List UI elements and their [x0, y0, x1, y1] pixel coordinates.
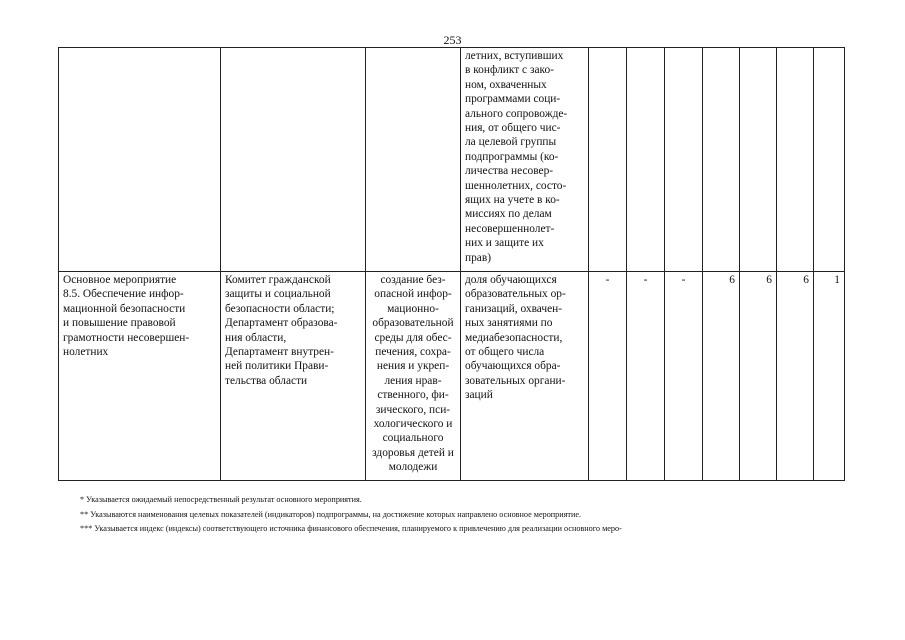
executor-cell: [221, 272, 366, 481]
text-line: них и защите их: [465, 237, 544, 250]
value-cell: [740, 48, 777, 272]
text-line: безопасности области;: [225, 302, 335, 315]
value-cell: [777, 48, 814, 272]
value-cell: [814, 48, 845, 272]
text-line: в конфликт с зако-: [465, 64, 554, 77]
value-cell: 1: [814, 272, 845, 481]
text-line: защиты и социальной: [225, 288, 331, 301]
text-line: тельства области: [225, 374, 308, 387]
table-row: [59, 48, 845, 272]
footnote: *** Указывается индекс (индексы) соответствующего источника финансового обеспечения, планируемого к привлечению для реализации основного меро-: [80, 524, 622, 533]
activity-cell: [59, 272, 221, 481]
text-line: ния, от общего чис-: [465, 122, 561, 135]
text-line: ном, охваченных: [465, 78, 547, 91]
table-row: [59, 272, 845, 481]
value-cell: [589, 48, 627, 272]
text-line: ней политики Прави-: [225, 360, 329, 373]
text-line: ственного, фи-: [377, 389, 449, 402]
text-line: Основное мероприятие: [63, 274, 177, 286]
text-line: летних, вступивших: [465, 50, 564, 62]
text-line: Департамент образова-: [225, 317, 338, 330]
activity-cell: [59, 48, 221, 272]
text-line: Комитет гражданской: [225, 274, 331, 286]
value-cell: [627, 48, 665, 272]
text-line: мационно-: [387, 302, 439, 315]
text-line: социального: [382, 432, 444, 445]
text-line: опасной инфор-: [374, 288, 452, 301]
text-line: печения, сохра-: [375, 346, 451, 359]
value-cell: [703, 48, 740, 272]
text-line: и повышение правовой: [63, 317, 176, 330]
indicator-cell: [461, 48, 589, 272]
text-line: молодежи: [388, 461, 438, 474]
text-line: зовательных органи-: [465, 374, 566, 387]
text-line: хологического и: [373, 418, 453, 431]
text-line: несовершеннолет-: [465, 222, 555, 235]
text-line: прав): [465, 251, 492, 264]
text-line: грамотности несовершен-: [63, 331, 190, 344]
text-line: медиабезопасности,: [465, 331, 563, 344]
text-line: 8.5. Обеспечение инфор-: [63, 288, 184, 301]
text-line: доля обучающихся: [465, 274, 557, 286]
text-line: ных занятиями по: [465, 317, 553, 330]
value-cell: -: [665, 272, 703, 481]
value-cell: -: [627, 272, 665, 481]
text-line: ящих на учете в ко-: [465, 194, 560, 207]
footnotes: [80, 493, 870, 537]
value-cell: [665, 48, 703, 272]
footnote: ** Указываются наименования целевых показателей (индикаторов) подпрограммы, на достижение которых направлено основное мероприятие.: [80, 509, 582, 519]
text-line: Департамент внутрен-: [225, 346, 334, 359]
text-line: среды для обес-: [374, 331, 452, 344]
value-cell: -: [589, 272, 627, 481]
text-line: ния области,: [225, 331, 287, 344]
text-line: подпрограммы (ко-: [465, 150, 559, 163]
indicator-cell: [461, 272, 589, 481]
text-line: обучающихся обра-: [465, 360, 561, 373]
executor-cell: [221, 48, 366, 272]
activities-table: [58, 47, 845, 481]
text-line: нолетних: [63, 346, 109, 359]
text-line: заций: [465, 389, 493, 402]
page-number: 253: [443, 33, 462, 47]
value-cell: 6: [777, 272, 814, 481]
result-cell: [366, 272, 461, 481]
text-line: создание без-: [380, 274, 446, 286]
text-line: нения и укреп-: [376, 360, 450, 373]
text-line: зического, пси-: [375, 403, 451, 416]
text-line: мационной безопасности: [63, 302, 186, 315]
text-line: личества несовер-: [465, 165, 554, 178]
text-line: ганизаций, охвачен-: [465, 302, 563, 315]
text-line: шеннолетних, состо-: [465, 179, 567, 192]
value-cell: 6: [703, 272, 740, 481]
text-line: программами соци-: [465, 93, 561, 106]
text-line: от общего числа: [465, 346, 545, 359]
text-line: миссиях по делам: [465, 208, 552, 221]
text-line: ального сопровожде-: [465, 107, 568, 120]
text-line: образовательных ор-: [465, 288, 566, 301]
footnote: * Указывается ожидаемый непосредственный результат основного мероприятия.: [80, 495, 362, 504]
text-line: ления нрав-: [384, 374, 442, 387]
text-line: образовательной: [372, 317, 454, 330]
text-line: ла целевой группы: [465, 136, 557, 149]
value-cell: 6: [740, 272, 777, 481]
text-line: здоровья детей и: [372, 446, 454, 459]
result-cell: [366, 48, 461, 272]
